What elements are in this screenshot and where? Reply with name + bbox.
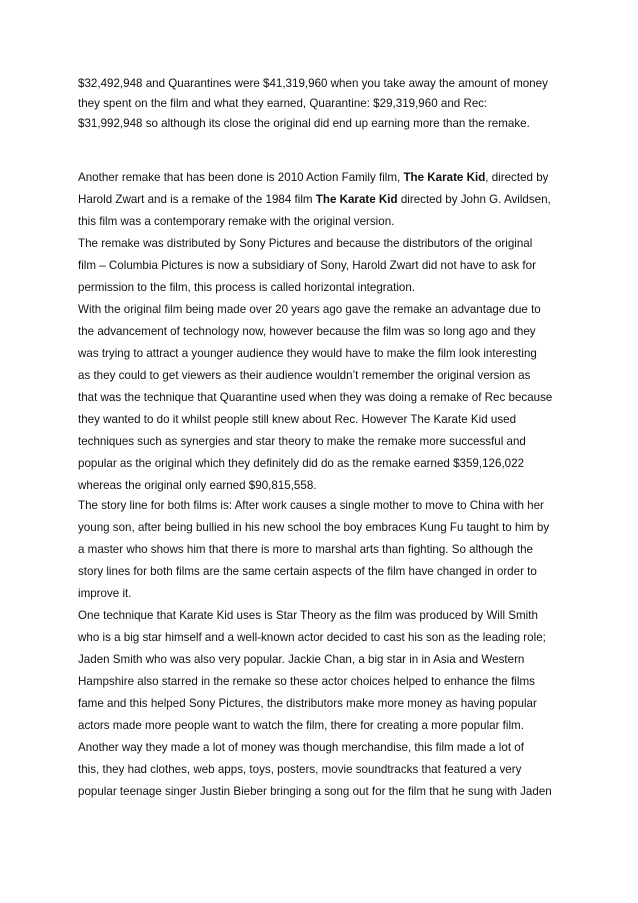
text-line: popular as the original which they definitely did do as the remake earned $359,126,022 [78, 457, 525, 470]
text-line: Hampshire also starred in the remake so these actor choices helped to enhance the films [78, 675, 535, 688]
text-line: this film was a contemporary remake with the original version. [78, 215, 395, 228]
text-line [78, 193, 551, 207]
text-run: , directed by [485, 171, 549, 184]
text-line: The remake was distributed by Sony Pictures and because the distributors of the original [78, 237, 533, 250]
text-line: popular teenage singer Justin Bieber bringing a song out for the film that he sung with Jaden [78, 785, 552, 798]
text-line: film – Columbia Pictures is now a subsidiary of Sony, Harold Zwart did not have to ask for [78, 259, 536, 272]
film-title: The Karate Kid [315, 193, 398, 206]
text-line: story lines for both films are the same certain aspects of the film have changed in order to [78, 565, 537, 578]
text-line: young son, after being bullied in his new school the boy embraces Kung Fu taught to him by [78, 521, 550, 534]
text-line: the advancement of technology now, however because the film was so long ago and they [78, 325, 536, 338]
text-run: Harold Zwart and is a remake of the 1984 film [78, 193, 316, 206]
text-line: a master who shows him that there is more to marshal arts than fighting. So although the [78, 543, 533, 556]
text-line: was trying to attract a younger audience they would have to make the film look interesting [78, 347, 537, 360]
text-run: directed by John G. Avildsen, [397, 193, 551, 206]
text-line: this, they had clothes, web apps, toys, posters, movie soundtracks that featured a very [78, 763, 522, 776]
text-line: Another way they made a lot of money was though merchandise, this film made a lot of [78, 741, 524, 754]
text-line [78, 171, 548, 185]
text-run: Another remake that has been done is 2010 Action Family film, [78, 171, 404, 184]
text-line: $32,492,948 and Quarantines were $41,319,960 when you take away the amount of money [78, 77, 548, 90]
text-line: who is a big star himself and a well-known actor decided to cast his son as the leading role; [78, 631, 546, 644]
text-line: improve it. [78, 587, 132, 600]
text-line: they spent on the film and what they earned, Quarantine: $29,319,960 and Rec: [78, 97, 488, 110]
text-line: that was the technique that Quarantine used when they was doing a remake of Rec because [78, 391, 553, 404]
text-line: permission to the film, this process is called horizontal integration. [78, 281, 416, 294]
film-title: The Karate Kid [403, 171, 486, 184]
text-line: actors made more people want to watch the film, there for creating a more popular film. [78, 719, 524, 732]
text-line: The story line for both films is: After work causes a single mother to move to China with her [78, 499, 544, 512]
text-line: as they could to get viewers as their audience wouldn’t remember the original version as [78, 369, 531, 382]
text-line: $31,992,948 so although its close the original did end up earning more than the remake. [78, 117, 530, 130]
text-line: whereas the original only earned $90,815,558. [78, 479, 317, 492]
text-line: One technique that Karate Kid uses is Star Theory as the film was produced by Will Smith [78, 609, 538, 622]
text-line: With the original film being made over 20 years ago gave the remake an advantage due to [78, 303, 541, 316]
text-line: Jaden Smith who was also very popular. Jackie Chan, a big star in in Asia and Western [78, 653, 525, 666]
text-line: fame and this helped Sony Pictures, the distributors make more money as having popular [78, 697, 537, 710]
text-line: techniques such as synergies and star theory to make the remake more successful and [78, 435, 526, 448]
text-line: they wanted to do it whilst people still knew about Rec. However The Karate Kid used [78, 413, 517, 426]
